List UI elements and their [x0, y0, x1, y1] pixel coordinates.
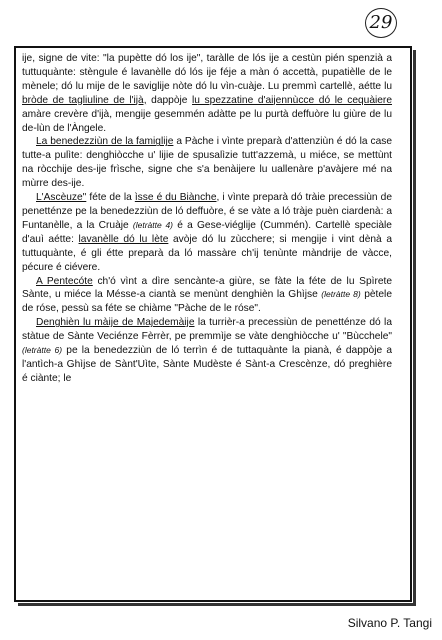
underlined-phrase: Denghièn lu màije de Majedemàije [36, 317, 195, 329]
text-run: avòje dó lu zùcchere; si mengije i vint dènà a tuttuquànte, é gli étte preparà da ló massàre ch'ij tenùnte màndrije de vàcce, pécure é ciévere. [22, 233, 392, 273]
underlined-phrase: bròde de tagliuline de l'ijà, [22, 94, 147, 106]
underlined-phrase: L'Ascèuze" [36, 192, 87, 204]
paragraph [22, 135, 392, 191]
page-number: 29 [365, 8, 397, 38]
text-run: ch'ó vìnt a dìre sencànte-a giùre, se fàte la féte de lu Spìrete Sànte, u miéce la Mésse-a ciantà se menùnt denghièn la Ghìjse [22, 275, 392, 301]
text-run: a Pàche i vìnte preparà d'attenziùn é dó la case tutte-a pulìte: denghiòcche u' lijie de spusalìzie tutt'azzemà, u miéce, se mettùnt na ròcchije des-ije frìsche, signe che s'a benàijere lu uallenàre p'avàjere mé na mùrre des-ije. [22, 136, 392, 190]
underlined-phrase: A Pentecóte [36, 275, 93, 287]
text-run: féte de la [86, 192, 135, 204]
underlined-phrase: lu spezzatine d'aijennùcce dó le cequàiere [192, 94, 392, 106]
underlined-phrase: lavanèlle dó lu lète [78, 233, 169, 245]
text-run: dappòje [146, 94, 193, 106]
text-run: ije, signe de vite: "la pupètte dó los ije", taràlle de lós ije a cestùn pién spenzià a tuttuquànte: stèngule é lavanèlle dó lós ije féje a màn ó accettà, pupatièlle de le mènele; dó lu mije de le saviglije nòte dó lu vìn-cuàje. Lu premmì cartellè, aétte lu [22, 53, 392, 92]
text-run: pe la benedezziùn de ló terrìn é de tuttaquànte la pianà, é dappòje a l'antìch-a Ghìjse de Sànt'Uìte, Sànte Mudèste é Sànt-a Crescènze, dó preghière é ciànte; le [22, 345, 392, 384]
paragraph [22, 316, 392, 386]
paragraph [22, 191, 392, 274]
text-run: pètele de róse, pessù sa féte se chiàme "Pàche de le róse". [22, 289, 392, 315]
reference-note: (letràtte 4) [132, 219, 174, 230]
text-run: la turrièr-a precessiùn de penetténze dó la stàtue de Sànte Veciénze Fèrrèr, pe premmìje se vàte denghiòcche u' "Bùcchele" [22, 317, 392, 343]
underlined-phrase: La benedezziùn de la famiglije [36, 136, 174, 148]
body-text [22, 52, 392, 592]
paragraph [22, 52, 392, 135]
text-run: amàre crevère d'ijà, mengije gesemmén adàtte pe lu purtà deffuòre lu giùre de lu de-lùn de l'Àngele. [22, 108, 392, 134]
paragraph [22, 275, 392, 317]
text-run: é a Gese-viéglije (Cummén). Cartellè speciàle d'auì aétte: [22, 219, 392, 245]
underlined-phrase: ìsse é du Biànche [134, 192, 217, 204]
text-run: , i vìnte preparà dó tràie precessiùn de penetténze pe la benedezziùn de ló deffuòre, é se vàte a ló tràje puèn ciardenà: a Funtanèlle, a la Cruàje [22, 192, 392, 231]
reference-note: (letràtte 8) [321, 289, 361, 300]
author-signature: Silvano P. Tangi [347, 616, 432, 630]
reference-note: (letràtte 6) [22, 345, 63, 356]
